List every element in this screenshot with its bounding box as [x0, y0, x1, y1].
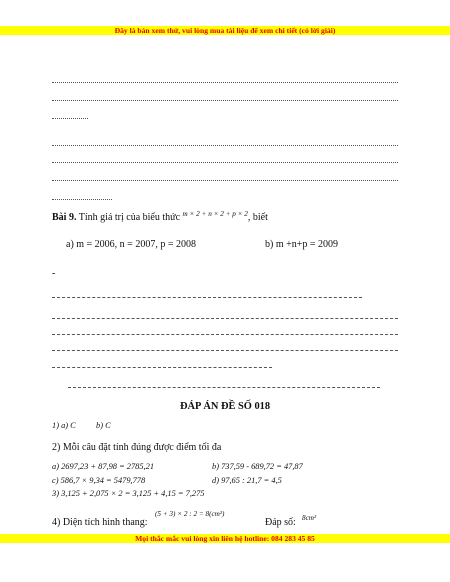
answer-title: ĐÁP ÁN ĐỀ SỐ 018 — [179, 401, 271, 412]
preview-notice-text: Đây là bản xem thử, vui lòng mua tài liệu để xem chi tiết (có lời giải) — [114, 26, 336, 35]
answer-line — [52, 162, 398, 163]
work-line — [52, 318, 398, 319]
answer-3: 3) 3,125 + 2,075 × 2 = 3,125 + 4,15 = 7,275 — [52, 489, 205, 498]
answer-line — [52, 82, 398, 83]
answer-1-b: b) C — [96, 421, 111, 430]
hotline-banner — [0, 534, 450, 543]
answer-line — [52, 100, 398, 101]
answer-4-result-value: 8cm² — [302, 514, 317, 522]
answer-2-c: c) 586,7 × 9,34 = 5479,778 — [52, 476, 146, 485]
answer-line — [52, 180, 398, 181]
work-line — [52, 334, 398, 335]
answer-line — [52, 145, 398, 146]
exercise-9-text-after: , biết — [247, 212, 268, 223]
answer-2-d: d) 97,65 : 21,7 = 4,5 — [212, 476, 282, 485]
answer-2-heading: 2) Mỗi câu đặt tính đúng được điểm tối đa — [52, 442, 222, 453]
answer-line-short — [52, 199, 112, 200]
preview-notice-banner — [0, 26, 450, 35]
work-line — [52, 350, 398, 351]
section-separator — [68, 387, 380, 388]
answer-4-formula: (5 + 3) × 2 : 2 = 8(cm²) — [155, 510, 225, 518]
answer-4-label: 4) Diện tích hình thang: — [52, 517, 148, 528]
stray-dash: - — [52, 268, 56, 279]
answer-2-a: a) 2697,23 + 87,98 = 2785,21 — [52, 462, 155, 471]
exercise-9-label: Bài 9. — [52, 212, 77, 223]
exercise-9-part-b: b) m +n+p = 2009 — [265, 239, 339, 250]
exercise-9-expression: m × 2 + n × 2 + p × 2 — [182, 210, 248, 218]
answer-2-b: b) 737,59 - 689,72 = 47,87 — [212, 462, 303, 471]
answer-line-short — [52, 118, 88, 119]
exercise-9-prompt — [52, 212, 268, 223]
work-line — [52, 297, 362, 298]
exercise-9-part-a: a) m = 2006, n = 2007, p = 2008 — [66, 239, 196, 250]
answer-1-a: 1) a) C — [52, 421, 76, 430]
exercise-9-text: Tính giá trị của biểu thức — [78, 212, 181, 223]
work-line — [52, 367, 272, 368]
hotline-text: Mọi thắc mắc vui lòng xin liên hệ hotline: 084 283 45 85 — [135, 534, 315, 543]
answer-4-result-label: Đáp số: — [265, 517, 296, 528]
